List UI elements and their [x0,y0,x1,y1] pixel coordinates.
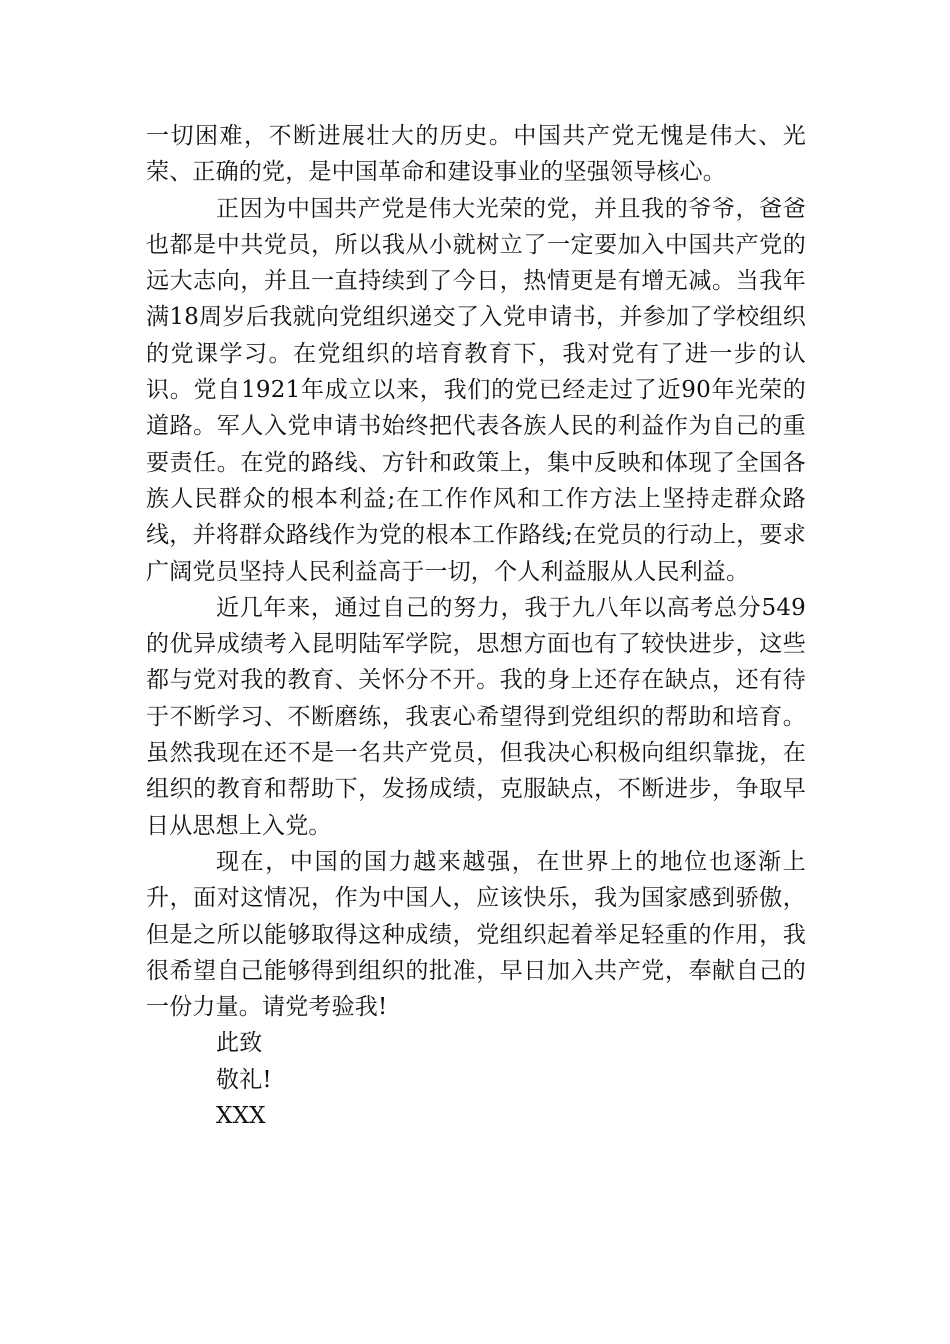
closing-regards: 敬礼! [216,1066,272,1093]
letter-body [146,118,806,1134]
paragraph-progress: 近几年来，通过自己的努力，我于九八年以高考总分549的优异成绩考入昆明陆军学院，思想方面也有了较快进步，这些都与党对我的教育、关怀分不开。我的身上还存在缺点，还有待于不断学习、不断磨练，我衷心希望得到党组织的帮助和培育。虽然我现在还不是一名共产党员，但我决心积极向组织靠拢，在组织的教育和帮助下，发扬成绩，克服缺点，不断进步，争取早日从思想上入党。 [146,594,806,839]
paragraph-conclusion: 现在，中国的国力越来越强，在世界上的地位也逐渐上升，面对这情况，作为中国人，应该快乐，我为国家感到骄傲，但是之所以能够取得这种成绩，党组织起着举足轻重的作用，我很希望自己能够得到组织的批准，早日加入共产党，奉献自己的一份力量。请党考验我! [146,848,806,1021]
closing-salutation: 此致 [216,1030,263,1057]
paragraph-continuation: 一切困难，不断进展壮大的历史。中国共产党无愧是伟大、光荣、正确的党，是中国革命和建设事业的坚强领导核心。 [146,123,806,186]
paragraph-motivation: 正因为中国共产党是伟大光荣的党，并且我的爷爷，爸爸也都是中共党员，所以我从小就树立了一定要加入中国共产党的远大志向，并且一直持续到了今日，热情更是有增无减。当我年满18周岁后我就向党组织递交了入党申请书，并参加了学校组织的党课学习。在党组织的培育教育下，我对党有了进一步的认识。党自1921年成立以来，我们的党已经走过了近90年光荣的道路。军人入党申请书始终把代表各族人民的利益作为自己的重要责任。在党的路线、方针和政策上，集中反映和体现了全国各族人民群众的根本利益;在工作作风和工作方法上坚持走群众路线，并将群众路线作为党的根本工作路线;在党员的行动上，要求广阔党员坚持人民利益高于一切，个人利益服从人民利益。 [146,195,806,585]
closing-signature: XXX [216,1103,266,1130]
